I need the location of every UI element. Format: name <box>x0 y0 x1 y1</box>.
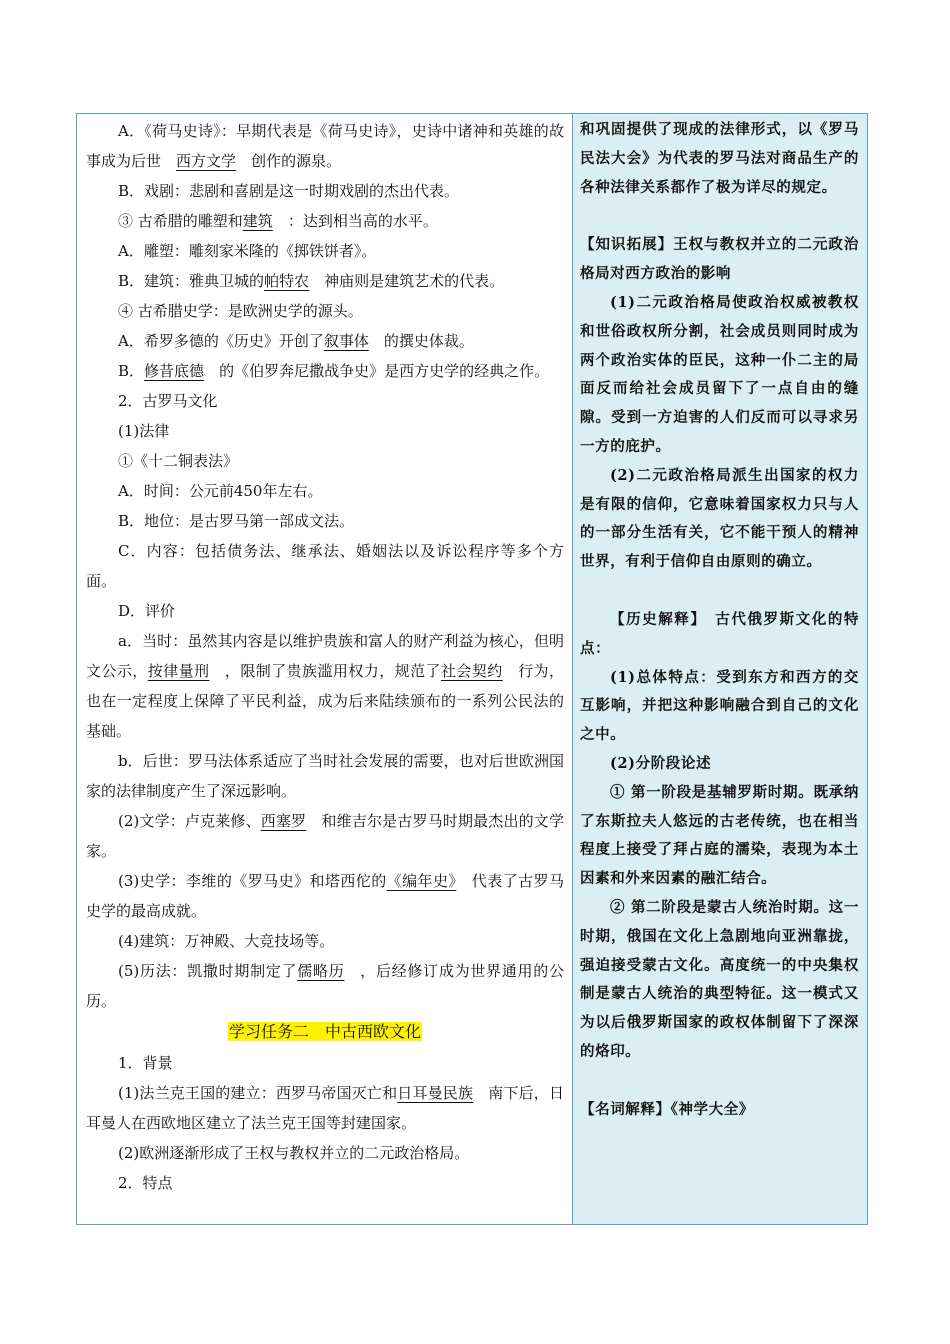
note-paragraph: ② 第二阶段是蒙古人统治时期。这一时期，俄国在文化上急剧地向亚洲靠拢，强迫接受蒙古文化。高度统一的中央集权制是蒙古人统治的典型特征。这一模式又为以后俄罗斯国家的政权体制留下了深深的烙印。 <box>580 898 859 1060</box>
paragraph: (2)欧洲逐渐形成了王权与教权并立的二元政治格局。 <box>118 1144 470 1162</box>
note-heading-history-explanation: 【历史解释】 古代俄罗斯文化的特点： <box>580 610 859 657</box>
paragraph: A．雕塑：雕刻家米隆的《掷铁饼者》。 <box>118 242 377 260</box>
paragraph: (3)史学：李维的《罗马史》和塔西佗的《编年史》 代表了古罗马史学的最高成就。 <box>86 872 564 920</box>
paragraph: B．修昔底德 的《伯罗奔尼撒战争史》是西方史学的经典之作。 <box>118 362 550 380</box>
blank-answer: 按律量刑 <box>147 662 210 680</box>
paragraph: B．戏剧：悲剧和喜剧是这一时期戏剧的杰出代表。 <box>118 182 460 200</box>
paragraph: b．后世：罗马法体系适应了当时社会发展的需要，也对后世欧洲国家的法律制度产生了深远影响。 <box>86 752 564 800</box>
blank-answer: 叙事体 <box>323 332 369 350</box>
paragraph: (5)历法：凯撒时期制定了儒略历 ，后经修订成为世界通用的公历。 <box>86 962 564 1010</box>
paragraph: A．《荷马史诗》：早期代表是《荷马史诗》，史诗中诸神和英雄的故事成为后世 西方文学 创作的源泉。 <box>86 122 564 170</box>
blank-answer: 帕特农 <box>264 272 310 290</box>
blank-answer: 修昔底德 <box>144 362 205 380</box>
section-title: 1．背景 <box>118 1054 173 1072</box>
note-paragraph: (1)总体特点：受到东方和西方的交互影响，并把这种影响融合到自己的文化之中。 <box>580 668 859 744</box>
section-title: 2．古罗马文化 <box>118 392 218 410</box>
note-paragraph: (2)分阶段论述 <box>610 754 712 772</box>
paragraph: B．建筑：雅典卫城的帕特农 神庙则是建筑艺术的代表。 <box>118 272 505 290</box>
blank-answer: 西方文学 <box>176 152 237 170</box>
paragraph: B．地位：是古罗马第一部成文法。 <box>118 512 355 530</box>
blank-answer: 社会契约 <box>440 662 503 680</box>
highlighted-heading: 学习任务二 中古西欧文化 <box>228 1022 421 1041</box>
paragraph: (1)法兰克王国的建立：西罗马帝国灭亡和日耳曼民族 南下后，日耳曼人在西欧地区建立了法兰克王国等封建国家。 <box>86 1084 564 1132</box>
spacer <box>580 1067 859 1096</box>
subsection-title: (1)法律 <box>118 422 170 440</box>
paragraph: ①《十二铜表法》 <box>118 452 239 470</box>
paragraph: ④ 古希腊史学：是欧洲史学的源头。 <box>118 302 363 320</box>
paragraph: (4)建筑：万神殿、大竞技场等。 <box>118 932 335 950</box>
note-paragraph: ① 第一阶段是基辅罗斯时期。既承纳了东斯拉夫人悠远的古老传统，也在相当程度上接受了拜占庭的濡染，表现为本土因素和外来因素的融汇结合。 <box>580 783 859 888</box>
blank-answer: 日耳曼民族 <box>397 1084 474 1102</box>
content-table <box>76 113 868 1225</box>
paragraph: C．内容：包括债务法、继承法、婚姻法以及诉讼程序等多个方面。 <box>86 542 564 590</box>
blank-answer: 建筑 <box>242 212 273 230</box>
spacer <box>580 202 859 231</box>
note-paragraph: (2)二元政治格局派生出国家的权力是有限的信仰，它意味着国家权力只与人的一部分生活有关，它不能干预人的精神世界，有利于信仰自由原则的确立。 <box>580 466 859 571</box>
blank-answer: 儒略历 <box>297 962 345 980</box>
task-heading <box>86 1016 564 1048</box>
paragraph: ③ 古希腊的雕塑和建筑 ：达到相当高的水平。 <box>118 212 438 230</box>
note-heading-knowledge-extension: 【知识拓展】王权与教权并立的二元政治格局对西方政治的影响 <box>580 236 859 283</box>
spacer <box>580 577 859 606</box>
paragraph: D．评价 <box>118 602 176 620</box>
note-paragraph: (1)二元政治格局使政治权威被教权和世俗政权所分割，社会成员则同时成为两个政治实体的臣民，这种一仆二主的局面反而给社会成员留下了一点自由的缝隙。受到一方迫害的人们反而可以寻求另一方的庇护。 <box>580 293 859 455</box>
paragraph: a．当时：虽然其内容是以维护贵族和富人的财产利益为核心，但明文公示，按律量刑 ，限制了贵族滥用权力，规范了社会契约 行为，也在一定程度上保障了平民利益，成为后来陆续颁布的一系列公民法的基础。 <box>86 632 564 740</box>
main-text-column <box>77 114 573 1224</box>
section-title: 2．特点 <box>118 1174 173 1192</box>
paragraph: A．希罗多德的《历史》开创了叙事体 的撰史体裁。 <box>118 332 474 350</box>
blank-answer: 西塞罗 <box>260 812 307 830</box>
paragraph: (2)文学：卢克莱修、西塞罗 和维吉尔是古罗马时期最杰出的文学家。 <box>86 812 564 860</box>
note-paragraph: 和巩固提供了现成的法律形式，以《罗马民法大会》为代表的罗马法对商品生产的各种法律关系都作了极为详尽的规定。 <box>580 121 859 196</box>
blank-answer: 《编年史》 <box>386 872 457 890</box>
paragraph: A．时间：公元前450年左右。 <box>118 482 323 500</box>
note-heading-term-explanation: 【名词解释】《神学大全》 <box>580 1100 754 1118</box>
sidebar-notes-column <box>573 114 867 1224</box>
